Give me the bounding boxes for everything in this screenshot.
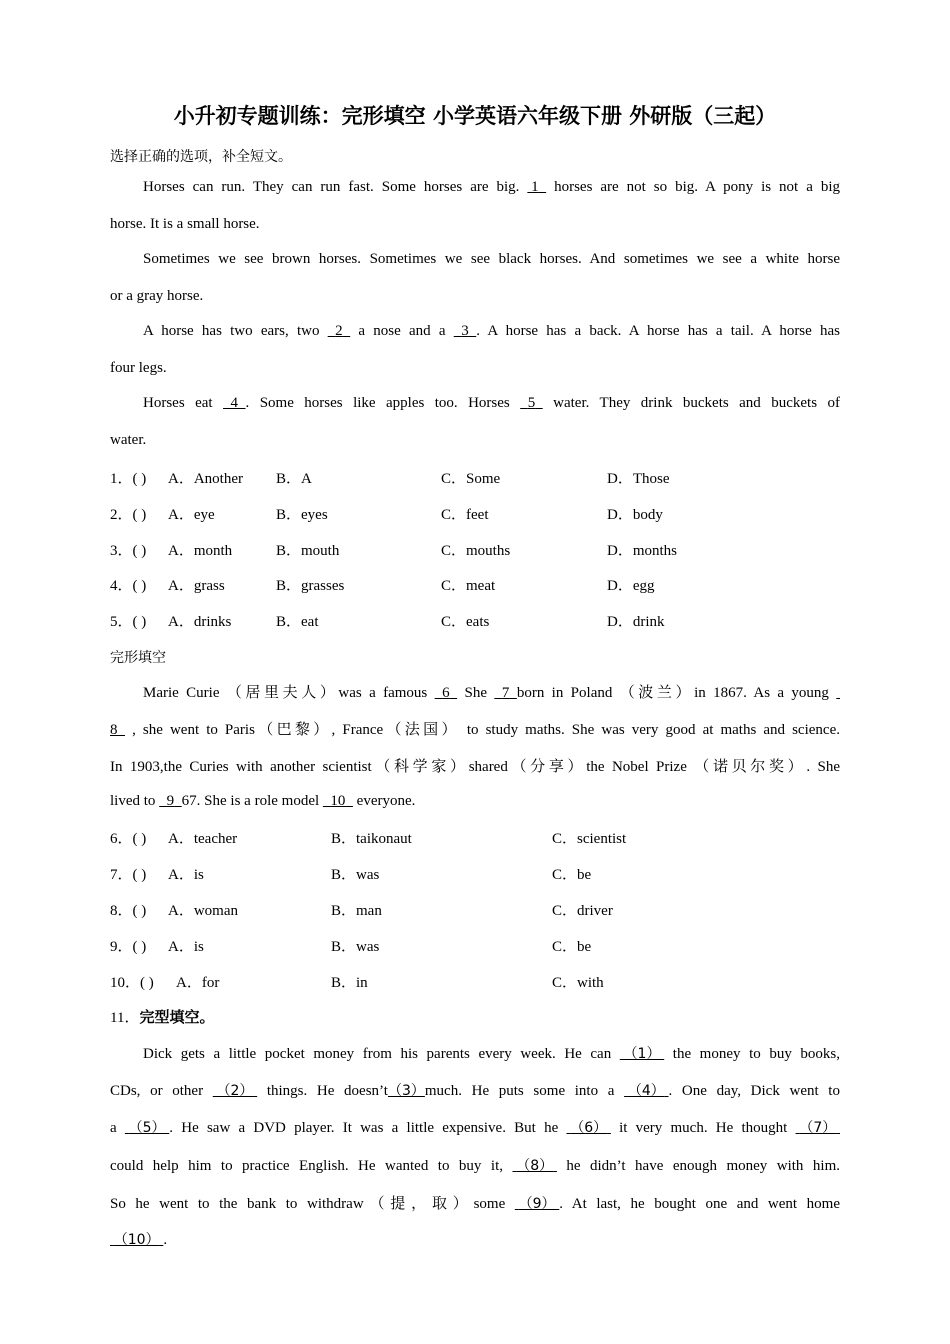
passage2-line: 8 , she went to Paris（巴黎）, France（法国） to study maths. She was very good at maths and science.	[110, 722, 840, 738]
option-b[interactable]: B．taikonaut	[331, 831, 412, 847]
question-number: 8．( )	[110, 903, 147, 919]
blank-p3-5: （5）	[128, 1120, 166, 1136]
question-number: 4．( )	[110, 578, 147, 594]
passage2-line: In 1903,the Curies with another scientist（科学家）shared（分享）the Nobel Prize （诺贝尔奖）. She	[110, 759, 840, 775]
blank-8: 8	[110, 722, 118, 738]
blank-p3-10: （10）	[113, 1232, 160, 1248]
blank-3: 3	[461, 323, 469, 339]
option-b[interactable]: B．eat	[276, 614, 319, 630]
option-c[interactable]: C．meat	[441, 578, 496, 594]
option-a[interactable]: A．for	[176, 975, 220, 991]
passage1-line: four legs.	[110, 360, 167, 376]
question-number: 11．	[110, 1010, 140, 1026]
blank-6: 6	[442, 685, 450, 701]
blank-10: 10	[330, 793, 346, 809]
blank-4: 4	[230, 395, 239, 411]
option-a[interactable]: A．month	[168, 543, 233, 559]
blank-p3-8: （8）	[516, 1158, 554, 1174]
section3-heading	[110, 1006, 840, 1027]
question-number: 9．( )	[110, 939, 147, 955]
passage1-line: water.	[110, 432, 147, 448]
option-d[interactable]: D．Those	[607, 471, 670, 487]
blank-2: 2	[335, 323, 343, 339]
question-number: 1．( )	[110, 471, 147, 487]
blank-p3-9: （9）	[518, 1196, 556, 1212]
option-b[interactable]: B．eyes	[276, 507, 328, 523]
passage2-line: lived to 9 67. She is a role model 10 everyone.	[110, 793, 416, 809]
passage3-line: CDs, or other （2） things. He doesn’t（3）much. He puts some into a （4） . One day, Dick went to	[110, 1080, 840, 1100]
option-b[interactable]: B．was	[331, 867, 380, 883]
option-b[interactable]: B．grasses	[276, 578, 345, 594]
option-c[interactable]: C．mouths	[441, 543, 511, 559]
passage3-line: a （5） . He saw a DVD player. It was a little expensive. But he （6） it very much. He thought （7）	[110, 1117, 840, 1137]
passage1-line: Horses can run. They can run fast. Some horses are big. 1 horses are not so big. A pony is not a big	[143, 179, 840, 195]
option-d[interactable]: D．egg	[607, 578, 655, 594]
question-number: 2．( )	[110, 507, 147, 523]
blank-9: 9	[166, 793, 175, 809]
blank-p3-2: （2）	[216, 1083, 254, 1099]
blank-p3-4: （4）	[627, 1083, 665, 1099]
option-a[interactable]: A．woman	[168, 903, 238, 919]
section2-heading: 完形填空	[110, 650, 166, 666]
option-a[interactable]: A．teacher	[168, 831, 238, 847]
blank-p3-7: （7）	[799, 1120, 837, 1136]
blank-5: 5	[527, 395, 536, 411]
option-b[interactable]: B．was	[331, 939, 380, 955]
blank-p3-6: （6）	[570, 1120, 608, 1136]
option-c[interactable]: C．be	[552, 939, 592, 955]
option-c[interactable]: C．Some	[441, 471, 501, 487]
passage2-line: Marie Curie （居里夫人）was a famous 6 She 7 born in Poland （波兰）in 1867. As a young	[143, 685, 837, 701]
passage3-line: （10） .	[110, 1229, 840, 1249]
option-d[interactable]: D．months	[607, 543, 678, 559]
option-a[interactable]: A．Another	[168, 471, 243, 487]
blank-p3-1: （1）	[623, 1046, 661, 1062]
question-number: 3．( )	[110, 543, 147, 559]
option-c[interactable]: C．eats	[441, 614, 490, 630]
question-number: 10．( )	[110, 975, 154, 991]
option-d[interactable]: D．drink	[607, 614, 665, 630]
option-a[interactable]: A．drinks	[168, 614, 232, 630]
option-d[interactable]: D．body	[607, 507, 663, 523]
passage1-line: Sometimes we see brown horses. Sometimes we see black horses. And sometimes we see a white horse	[143, 251, 840, 267]
blank-7: 7	[501, 685, 510, 701]
option-a[interactable]: A．eye	[168, 507, 215, 523]
option-c[interactable]: C．with	[552, 975, 604, 991]
option-c[interactable]: C．scientist	[552, 831, 627, 847]
option-b[interactable]: B．man	[331, 903, 382, 919]
passage1-line: or a gray horse.	[110, 288, 204, 304]
question-number: 7．( )	[110, 867, 147, 883]
section3-title: 完型填空。	[139, 1008, 215, 1026]
question-number: 5．( )	[110, 614, 147, 630]
option-a[interactable]: A．is	[168, 867, 204, 883]
option-b[interactable]: B．in	[331, 975, 368, 991]
passage3-line: So he went to the bank to withdraw（提，取）some （9） . At last, he bought one and went home	[110, 1192, 840, 1213]
passage1-line: horse. It is a small horse.	[110, 216, 260, 232]
passage3-line: Dick gets a little pocket money from his parents every week. He can （1） the money to buy books,	[143, 1043, 840, 1063]
option-b[interactable]: B．A	[276, 471, 312, 487]
option-a[interactable]: A．is	[168, 939, 204, 955]
option-c[interactable]: C．be	[552, 867, 592, 883]
blank-1: 1	[531, 179, 539, 195]
passage1-line: Horses eat 4 . Some horses like apples too. Horses 5 water. They drink buckets and buckets of	[143, 395, 840, 411]
page-title: 小升初专题训练：完形填空 小学英语六年级下册 外研版（三起）	[173, 104, 777, 128]
option-c[interactable]: C．driver	[552, 903, 613, 919]
option-c[interactable]: C．feet	[441, 507, 489, 523]
passage3-line: could help him to practice English. He wanted to buy it, （8） he didn’t have enough money with him.	[110, 1155, 840, 1175]
blank-p3-3: （3）	[387, 1083, 425, 1099]
option-b[interactable]: B．mouth	[276, 543, 340, 559]
option-a[interactable]: A．grass	[168, 578, 225, 594]
passage1-line: A horse has two ears, two 2 a nose and a 3 . A horse has a back. A horse has a tail. A horse has	[143, 323, 841, 339]
question-number: 6．( )	[110, 831, 147, 847]
section1-instruction: 选择正确的选项，补全短文。	[110, 149, 292, 165]
